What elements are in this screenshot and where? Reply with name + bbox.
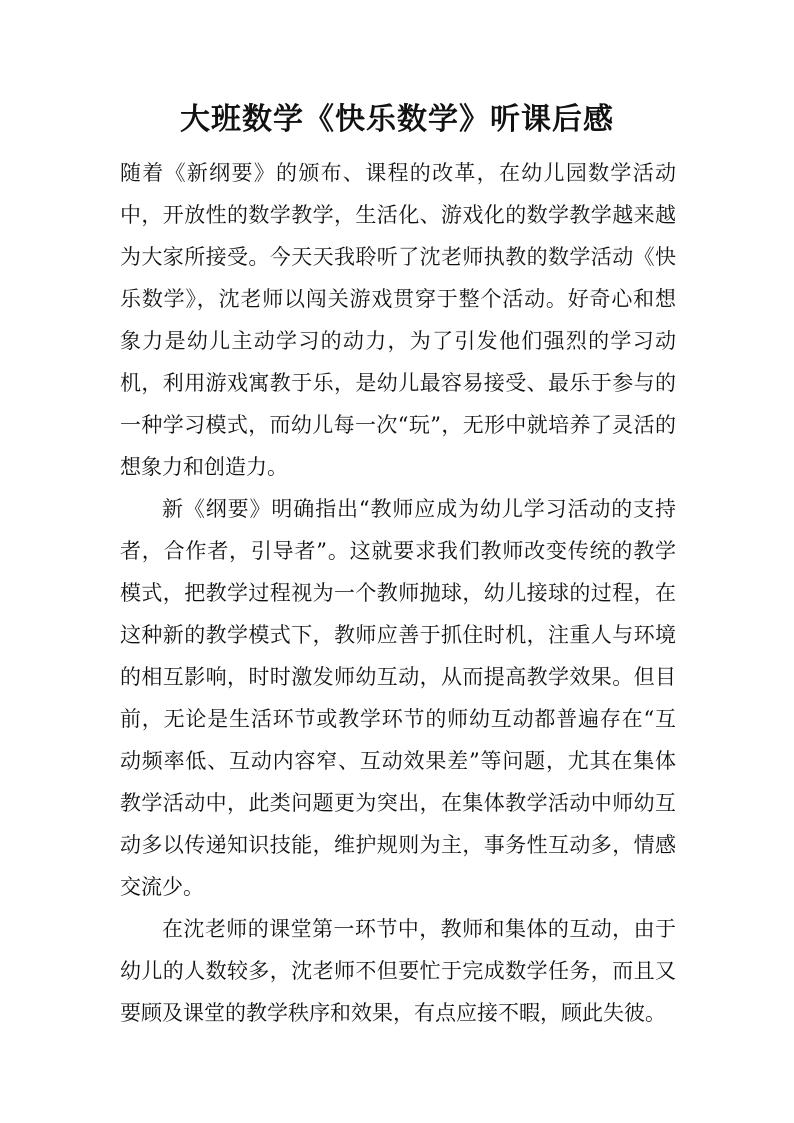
document-title: 大班数学《快乐数学》听课后感 [180, 102, 614, 137]
paragraph-2: 新《纲要》明确指出“教师应成为幼儿学习活动的支持者，合作者，引导者”。这就要求我们教师改变传统的教学模式，把教学过程视为一个教师抛球，幼儿接球的过程，在这种新的教学模式下，教师应善于抓住时机，注重人与环境的相互影响，时时激发师幼互动，从而提高教学效果。但目前，无论是生活环节或教学环节的师幼互动都普遍存在“互动频率低、互动内容窄、互动效果差”等问题，尤其在集体教学活动中，此类问题更为突出，在集体教学活动中师幼互动多以传递知识技能，维护规则为主，事务性互动多，情感交流少。 [120, 497, 676, 899]
paragraph-1: 随着《新纲要》的颁布、课程的改革，在幼儿园数学活动中，开放性的数学教学，生活化、游戏化的数学教学越来越为大家所接受。今天天我聆听了沈老师执教的数学活动《快乐数学》，沈老师以闯关游戏贯穿于整个活动。好奇心和想象力是幼儿主动学习的动力，为了引发他们强烈的学习动机，利用游戏寓教于乐，是幼儿最容易接受、最乐于参与的一种学习模式，而幼儿每一次“玩”，无形中就培养了灵活的想象力和创造力。 [120, 161, 676, 479]
paragraph-3: 在沈老师的课堂第一环节中，教师和集体的互动，由于幼儿的人数较多，沈老师不但要忙于完成数学任务，而且又要顾及课堂的教学秩序和效果，有点应接不暇，顾此失彼。 [120, 917, 676, 1025]
document-body [120, 152, 676, 1034]
